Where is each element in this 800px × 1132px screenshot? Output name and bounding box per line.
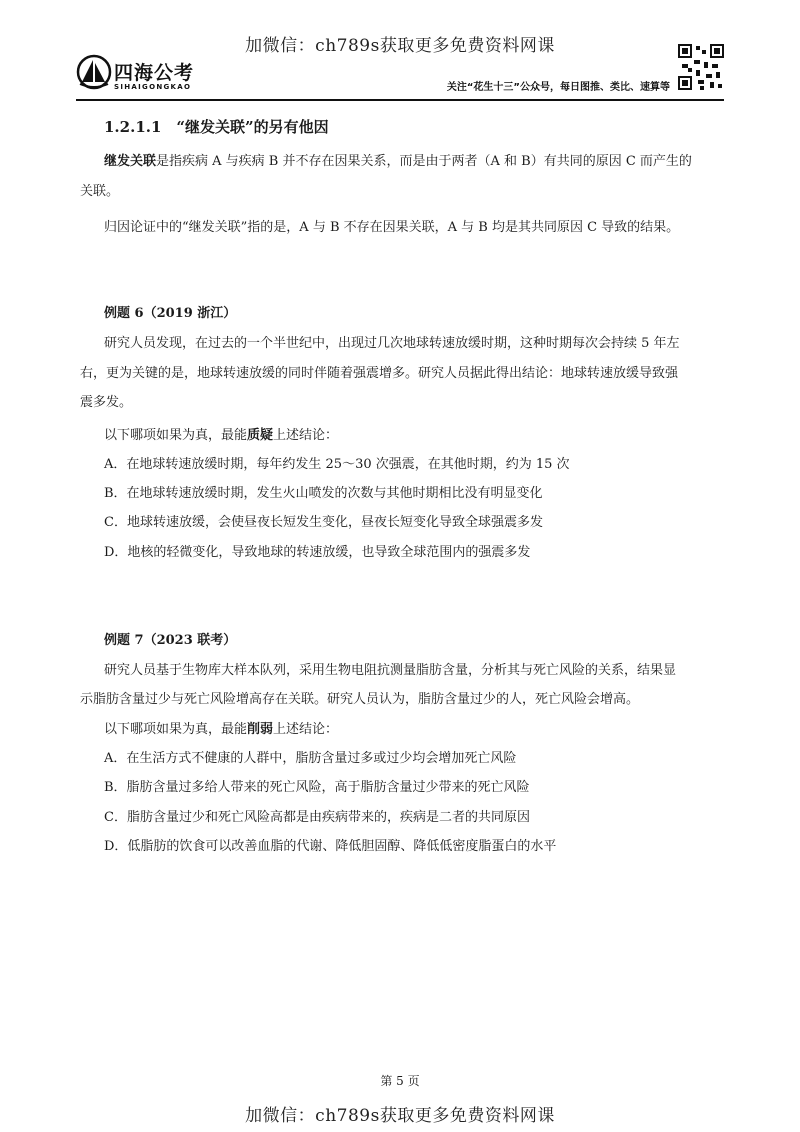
definition-text: 是指疾病 A 与疾病 B 并不存在因果关系，而是由于两者（A 和 B）有共同的原因 C 而产生的 [156, 154, 692, 169]
definition-line-1 [104, 150, 692, 169]
example-7-stem-line-1: 研究人员基于生物库大样本队列，采用生物电阻抗测量脂肪含量，分析其与死亡风险的关系，结果显 [104, 663, 677, 678]
example-7-stem-line-2: 示脂肪含量过少与死亡风险增高存在关联。研究人员认为，脂肪含量过少的人，死亡风险会增高。 [80, 692, 640, 707]
header-slogan: 关注“花生十三”公众号，每日图推、类比、速算等 [446, 82, 670, 93]
watermark-top: 加微信：ch789s获取更多免费资料网课 [245, 36, 555, 56]
header-divider [76, 99, 724, 101]
example-7-option-b: B．脂肪含量过多给人带来的死亡风险，高于脂肪含量过少带来的死亡风险 [104, 780, 530, 795]
example-7-keyword: 削弱 [247, 722, 274, 737]
example-7-option-d: D．低脂肪的饮食可以改善血脂的代谢、降低胆固醇、降低低密度脂蛋白的水平 [104, 839, 557, 854]
example-7-option-c: C．脂肪含量过少和死亡风险高都是由疾病带来的，疾病是二者的共同原因 [104, 810, 530, 825]
example-7-question: 以下哪项如果为真，最能削弱上述结论： [104, 722, 339, 737]
example-7-title: 例题 7（2023 联考） [104, 633, 237, 648]
example-6-option-b: B．在地球转速放缓时期，发生火山喷发的次数与其他时期相比没有明显变化 [104, 486, 543, 501]
example-6-option-d: D．地核的轻微变化，导致地球的转速放缓，也导致全球范围内的强震多发 [104, 545, 531, 560]
example-6-stem-line-3: 震多发。 [80, 395, 133, 410]
watermark-bottom: 加微信：ch789s获取更多免费资料网课 [245, 1106, 555, 1126]
example-6-title: 例题 6（2019 浙江） [104, 306, 237, 321]
example-7-option-a: A．在生活方式不健康的人群中，脂肪含量过多或过少均会增加死亡风险 [104, 751, 517, 766]
qr-code-icon [678, 44, 724, 90]
example-6-keyword: 质疑 [247, 428, 274, 443]
page-number: 第 5 页 [380, 1074, 420, 1088]
logo-name: 四海公考 [114, 62, 195, 84]
example-6-stem-line-1: 研究人员发现，在过去的一个半世纪中，出现过几次地球转速放缓时期，这种时期每次会持续 5 年左 [104, 336, 680, 351]
example-6-question: 以下哪项如果为真，最能质疑上述结论： [104, 428, 339, 443]
logo-subtitle: SIHAIGONGKAO [114, 83, 192, 91]
section-heading: 1.2.1.1 “继发关联”的另有他因 [104, 118, 329, 136]
definition-line-2: 关联。 [80, 184, 120, 199]
definition-term: 继发关联 [104, 154, 157, 169]
example-6-stem-line-2: 右，更为关键的是，地球转速放缓的同时伴随着强震增多。研究人员据此得出结论：地球转速放缓导致强 [80, 366, 679, 381]
logo [76, 52, 246, 98]
example-6-option-c: C．地球转速放缓，会使昼夜长短发生变化，昼夜长短变化导致全球强震多发 [104, 515, 543, 530]
sailboat-logo-icon [76, 54, 112, 90]
definition-note: 归因论证中的“继发关联”指的是，A 与 B 不存在因果关联，A 与 B 均是其共同原因 C 导致的结果。 [104, 220, 680, 235]
example-6-option-a: A．在地球转速放缓时期，每年约发生 25～30 次强震，在其他时期，约为 15 次 [104, 457, 570, 472]
